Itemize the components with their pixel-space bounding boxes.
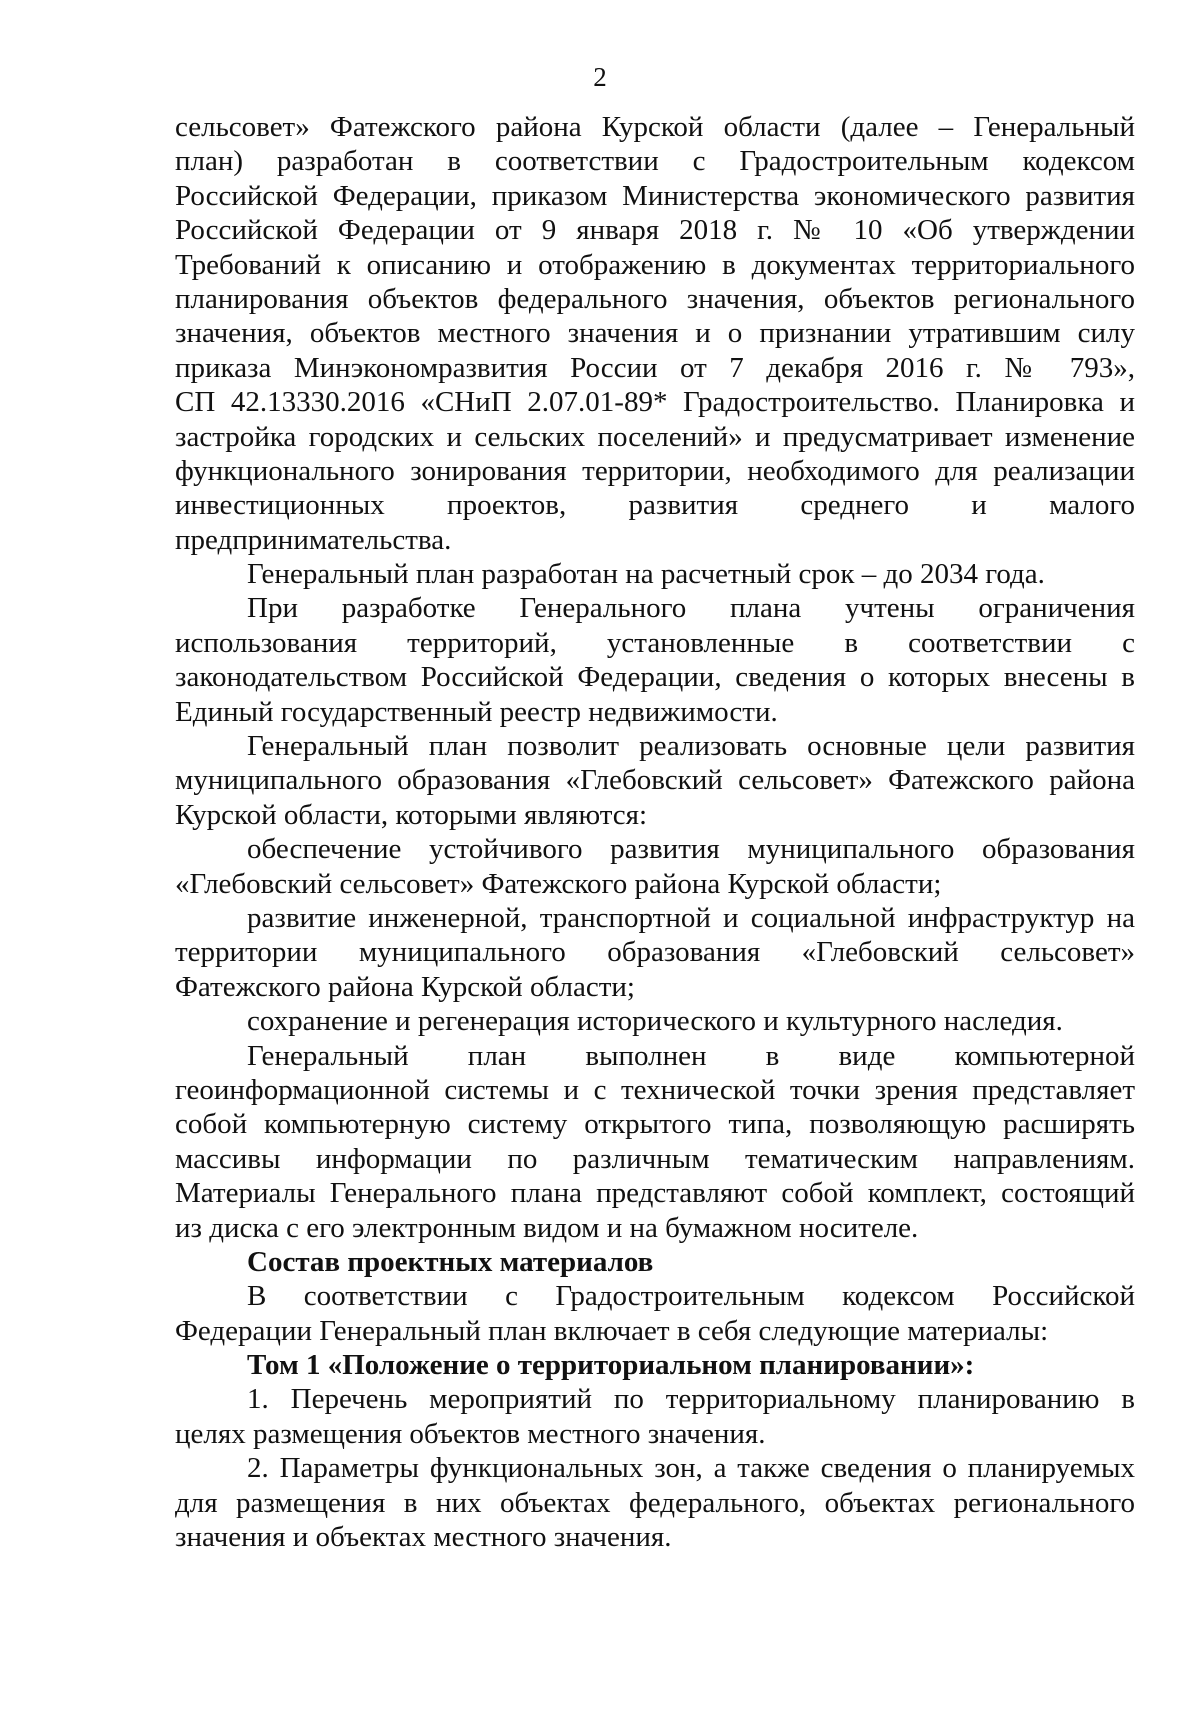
- text-line: Российской Федерации от 9 января 2018 г. № 10 «Об утверждении: [175, 214, 1135, 247]
- text-line: собой компьютерную систему открытого типа, позволяющую расширять: [175, 1108, 1135, 1141]
- text-line: 1. Перечень мероприятий по территориальному планированию в: [247, 1383, 1135, 1416]
- paragraph: [175, 1279, 1135, 1348]
- text-line: сельсовет» Фатежского района Курской области (далее – Генеральный: [175, 111, 1135, 143]
- text-line: массивы информации по различным тематическим направлениям.: [175, 1142, 1135, 1175]
- text-line: территории муниципального образования «Глебовский сельсовет»: [175, 936, 1135, 969]
- text-line: использования территорий, установленные в соответствии с: [175, 626, 1135, 659]
- text-line: обеспечение устойчивого развития муниципального образования: [247, 833, 1135, 866]
- text-line: Генеральный план выполнен в виде компьютерной: [247, 1039, 1135, 1072]
- text-line: инвестиционных проектов, развития среднего и малого: [175, 489, 1135, 522]
- text-line: 2. Параметры функциональных зон, а также сведения о планируемых: [247, 1452, 1135, 1485]
- text-line: из диска с его электронным видом и на бумажном носителе.: [175, 1211, 919, 1244]
- text-line: сохранение и регенерация исторического и культурного наследия.: [247, 1005, 1063, 1038]
- paragraph: [175, 1451, 1135, 1554]
- paragraph: [175, 110, 1135, 557]
- paragraph: [175, 832, 1135, 901]
- paragraph: [175, 729, 1135, 832]
- text-line: план) разработан в соответствии с Градостроительным кодексом: [175, 145, 1135, 178]
- text-line: «Глебовский сельсовет» Фатежского района Курской области;: [175, 867, 942, 900]
- text-line: Генеральный план разработан на расчетный срок – до 2034 года.: [247, 558, 1045, 591]
- text-line: значения, объектов местного значения и о признании утратившим силу: [175, 317, 1135, 350]
- paragraph: [175, 1039, 1135, 1245]
- paragraph: [175, 557, 1135, 591]
- text-line: СП 42.13330.2016 «СНиП 2.07.01-89* Градостроительство. Планировка и: [175, 386, 1135, 419]
- text-line: Состав проектных материалов: [247, 1245, 654, 1278]
- text-line: Материалы Генерального плана представляют собой комплект, состоящий: [175, 1177, 1135, 1210]
- text-line: Том 1 «Положение о территориальном планировании»:: [247, 1349, 975, 1382]
- text-line: Курской области, которыми являются:: [175, 798, 648, 831]
- text-line: Единый государственный реестр недвижимости.: [175, 695, 778, 728]
- text-line: приказа Минэкономразвития России от 7 декабря 2016 г. № 793»,: [175, 351, 1135, 384]
- text-line: Российской Федерации, приказом Министерства экономического развития: [175, 179, 1135, 212]
- page-number: 2: [593, 62, 607, 92]
- document-body: [175, 110, 1135, 1554]
- section-heading: [175, 1348, 1135, 1382]
- text-line: значения и объектах местного значения.: [175, 1521, 672, 1554]
- paragraph: [175, 1382, 1135, 1451]
- text-line: Федерации Генеральный план включает в себя следующие материалы:: [175, 1314, 1049, 1347]
- text-line: целях размещения объектов местного значения.: [175, 1417, 766, 1450]
- text-line: В соответствии с Градостроительным кодексом Российской: [247, 1280, 1135, 1313]
- text-line: функционального зонирования территории, необходимого для реализации: [175, 454, 1135, 487]
- paragraph: [175, 1004, 1135, 1038]
- text-line: для размещения в них объектах федерального, объектах регионального: [175, 1486, 1135, 1519]
- text-line: геоинформационной системы и с технической точки зрения представляет: [175, 1073, 1135, 1106]
- paragraph: [175, 591, 1135, 729]
- text-line: планирования объектов федерального значения, объектов регионального: [175, 282, 1135, 315]
- text-line: Фатежского района Курской области;: [175, 970, 635, 1003]
- text-line: Требований к описанию и отображению в документах территориального: [175, 248, 1135, 281]
- text-line: При разработке Генерального плана учтены ограничения: [247, 592, 1135, 625]
- text-line: муниципального образования «Глебовский сельсовет» Фатежского района: [175, 764, 1135, 797]
- paragraph: [175, 901, 1135, 1004]
- text-line: законодательством Российской Федерации, сведения о которых внесены в: [175, 661, 1135, 694]
- section-heading: [175, 1245, 1135, 1279]
- text-line: застройка городских и сельских поселений» и предусматривает изменение: [175, 420, 1135, 453]
- text-line: предпринимательства.: [175, 523, 452, 556]
- text-line: Генеральный план позволит реализовать основные цели развития: [247, 730, 1135, 763]
- text-line: развитие инженерной, транспортной и социальной инфраструктур на: [247, 901, 1135, 934]
